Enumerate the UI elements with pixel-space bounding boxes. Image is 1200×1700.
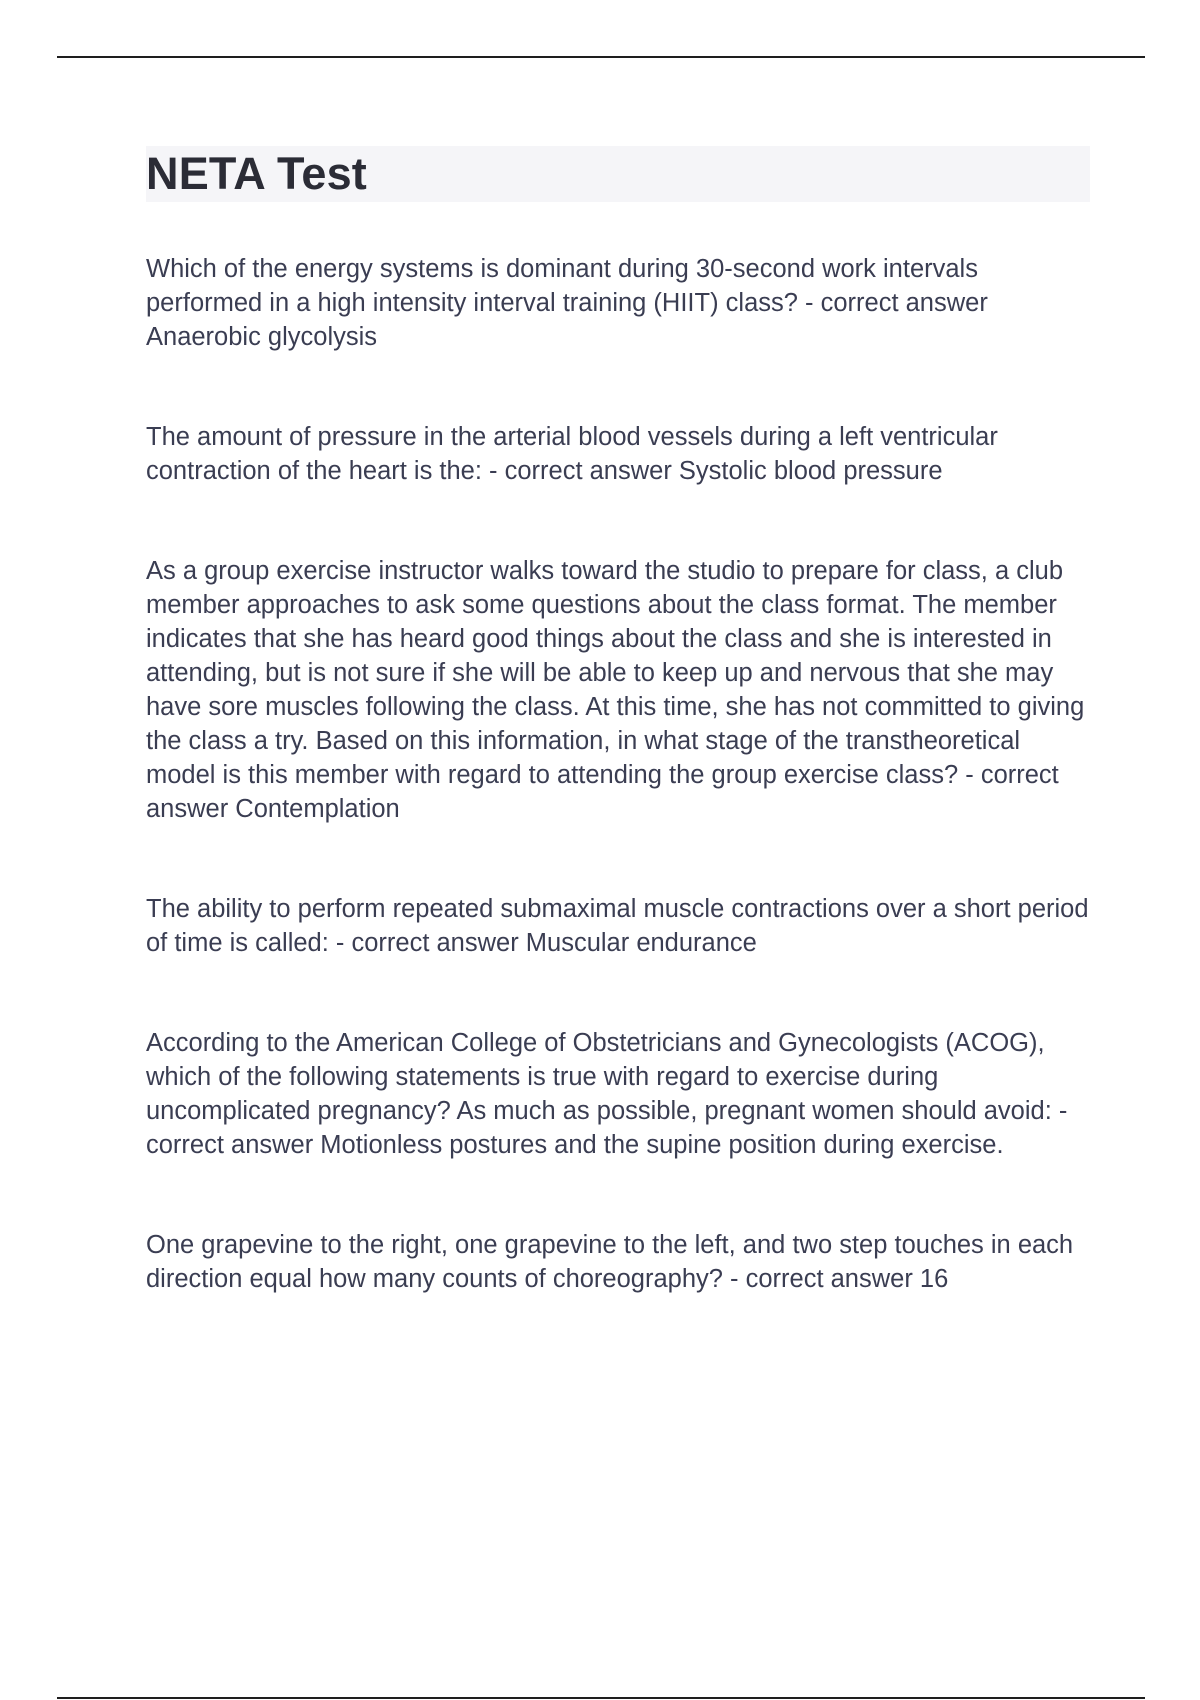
qa-item: Which of the energy systems is dominant during 30-second work intervals performed in a high intensity interval training (HIIT) class? - correct answer Anaerobic glycolysis — [146, 255, 988, 351]
bottom-rule — [57, 1697, 1145, 1699]
title-band — [146, 146, 1090, 202]
document-body — [146, 146, 1090, 1296]
top-rule — [57, 56, 1145, 58]
document-title: NETA Test — [146, 148, 367, 199]
qa-item: According to the American College of Obstetricians and Gynecologists (ACOG), which of the following statements is true with regard to exercise during uncomplicated pregnancy? As much as possible, pregnant women should avoid: - correct answer Motionless postures and the supine position during exercise. — [146, 1029, 1068, 1159]
qa-item: The ability to perform repeated submaximal muscle contractions over a short period of time is called: - correct answer Muscular endurance — [146, 895, 1089, 957]
qa-item: The amount of pressure in the arterial blood vessels during a left ventricular contraction of the heart is the: - correct answer Systolic blood pressure — [146, 423, 998, 485]
qa-item: One grapevine to the right, one grapevine to the left, and two step touches in each direction equal how many counts of choreography? - correct answer 16 — [146, 1231, 1074, 1293]
qa-item: As a group exercise instructor walks toward the studio to prepare for class, a club member approaches to ask some questions about the class format. The member indicates that she has heard good things about the class and she is interested in attending, but is not sure if she will be able to keep up and nervous that she may have sore muscles following the class. At this time, she has not committed to giving the class a try. Based on this information, in what stage of the transtheoretical model is this member with regard to attending the group exercise class? - correct answer Contemplation — [146, 557, 1085, 823]
